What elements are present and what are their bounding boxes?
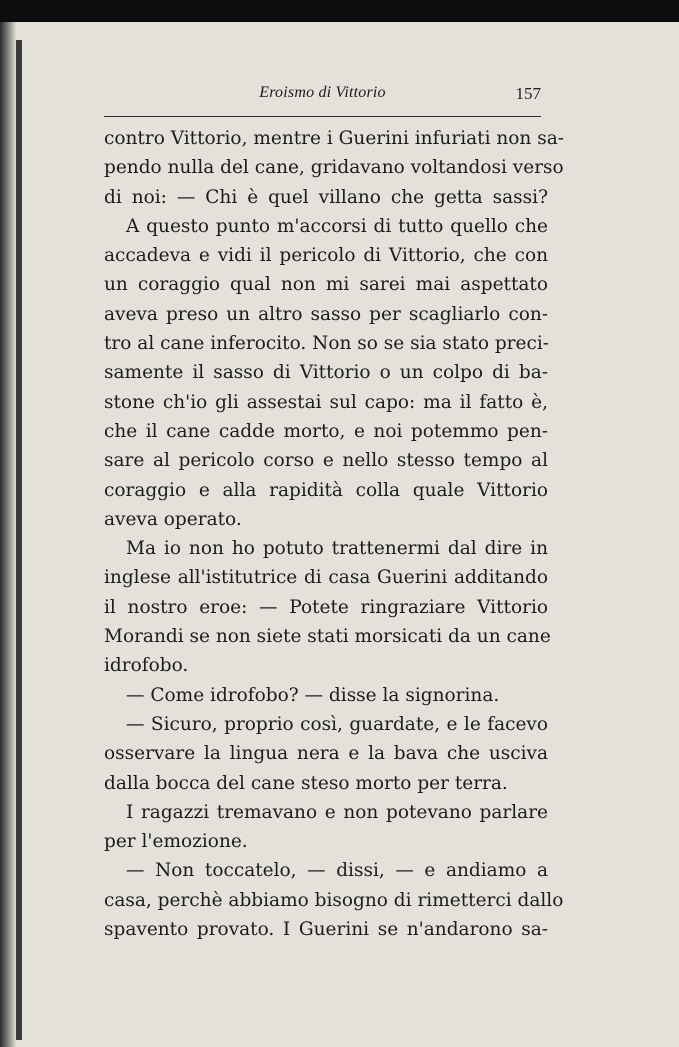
text-line: accadeva e vidi il pericolo di Vittorio, che con	[104, 245, 548, 267]
text-line: idrofobo.	[104, 655, 189, 677]
text-line: — Come idrofobo? — disse la signorina.	[126, 684, 500, 706]
text-line: il nostro eroe: — Potete ringraziare Vittorio	[104, 596, 548, 618]
scan-top-edge	[0, 0, 679, 22]
text-line: contro Vittorio, mentre i Guerini infuriati non sa-	[104, 128, 564, 149]
text-line: di noi: — Chi è quel villano che getta sassi?	[104, 186, 548, 208]
running-title: Eroismo di Vittorio	[259, 84, 386, 101]
page-header	[104, 84, 541, 108]
text-line: inglese all'istitutrice di casa Guerini additando	[104, 567, 548, 589]
text-line: spavento provato. I Guerini se n'andarono sa-	[104, 919, 548, 941]
text-line: coraggio e alla rapidità colla quale Vittorio	[104, 479, 548, 501]
text-line: aveva preso un altro sasso per scagliarlo con-	[104, 303, 548, 325]
text-line: per l'emozione.	[104, 831, 248, 853]
header-rule	[104, 116, 541, 117]
text-line: I ragazzi tremavano e non potevano parlare	[126, 801, 548, 823]
text-line: pendo nulla del cane, gridavano voltandosi verso	[104, 157, 564, 179]
body-text	[104, 124, 564, 944]
text-line: casa, perchè abbiamo bisogno di rimetterci dallo	[104, 889, 564, 911]
text-line: samente il sasso di Vittorio o un colpo di ba-	[104, 362, 548, 384]
text-line: Ma io non ho potuto trattenermi dal dire in	[126, 538, 548, 560]
text-line: Morandi se non siete stati morsicati da un cane	[104, 626, 551, 648]
gutter-line	[16, 40, 22, 1040]
text-line: tro al cane inferocito. Non so se sia stato preci-	[104, 333, 550, 355]
text-line: A questo punto m'accorsi di tutto quello che	[126, 215, 548, 237]
text-line: dalla bocca del cane steso morto per terra.	[104, 772, 508, 794]
page-number: 157	[515, 84, 541, 103]
text-line: — Non toccatelo, — dissi, — e andiamo a	[126, 860, 548, 882]
text-line: aveva operato.	[104, 508, 242, 530]
text-line: che il cane cadde morto, e noi potemmo pen-	[104, 420, 548, 442]
text-line: — Sicuro, proprio così, guardate, e le facevo	[126, 713, 548, 735]
book-spine-shadow	[0, 22, 16, 1047]
text-line: un coraggio qual non mi sarei mai aspettato	[104, 274, 548, 296]
text-line: sare al pericolo corso e nello stesso tempo al	[104, 450, 548, 472]
text-line: osservare la lingua nera e la bava che usciva	[104, 743, 548, 765]
text-line: stone ch'io gli assestai sul capo: ma il fatto è,	[104, 391, 548, 413]
